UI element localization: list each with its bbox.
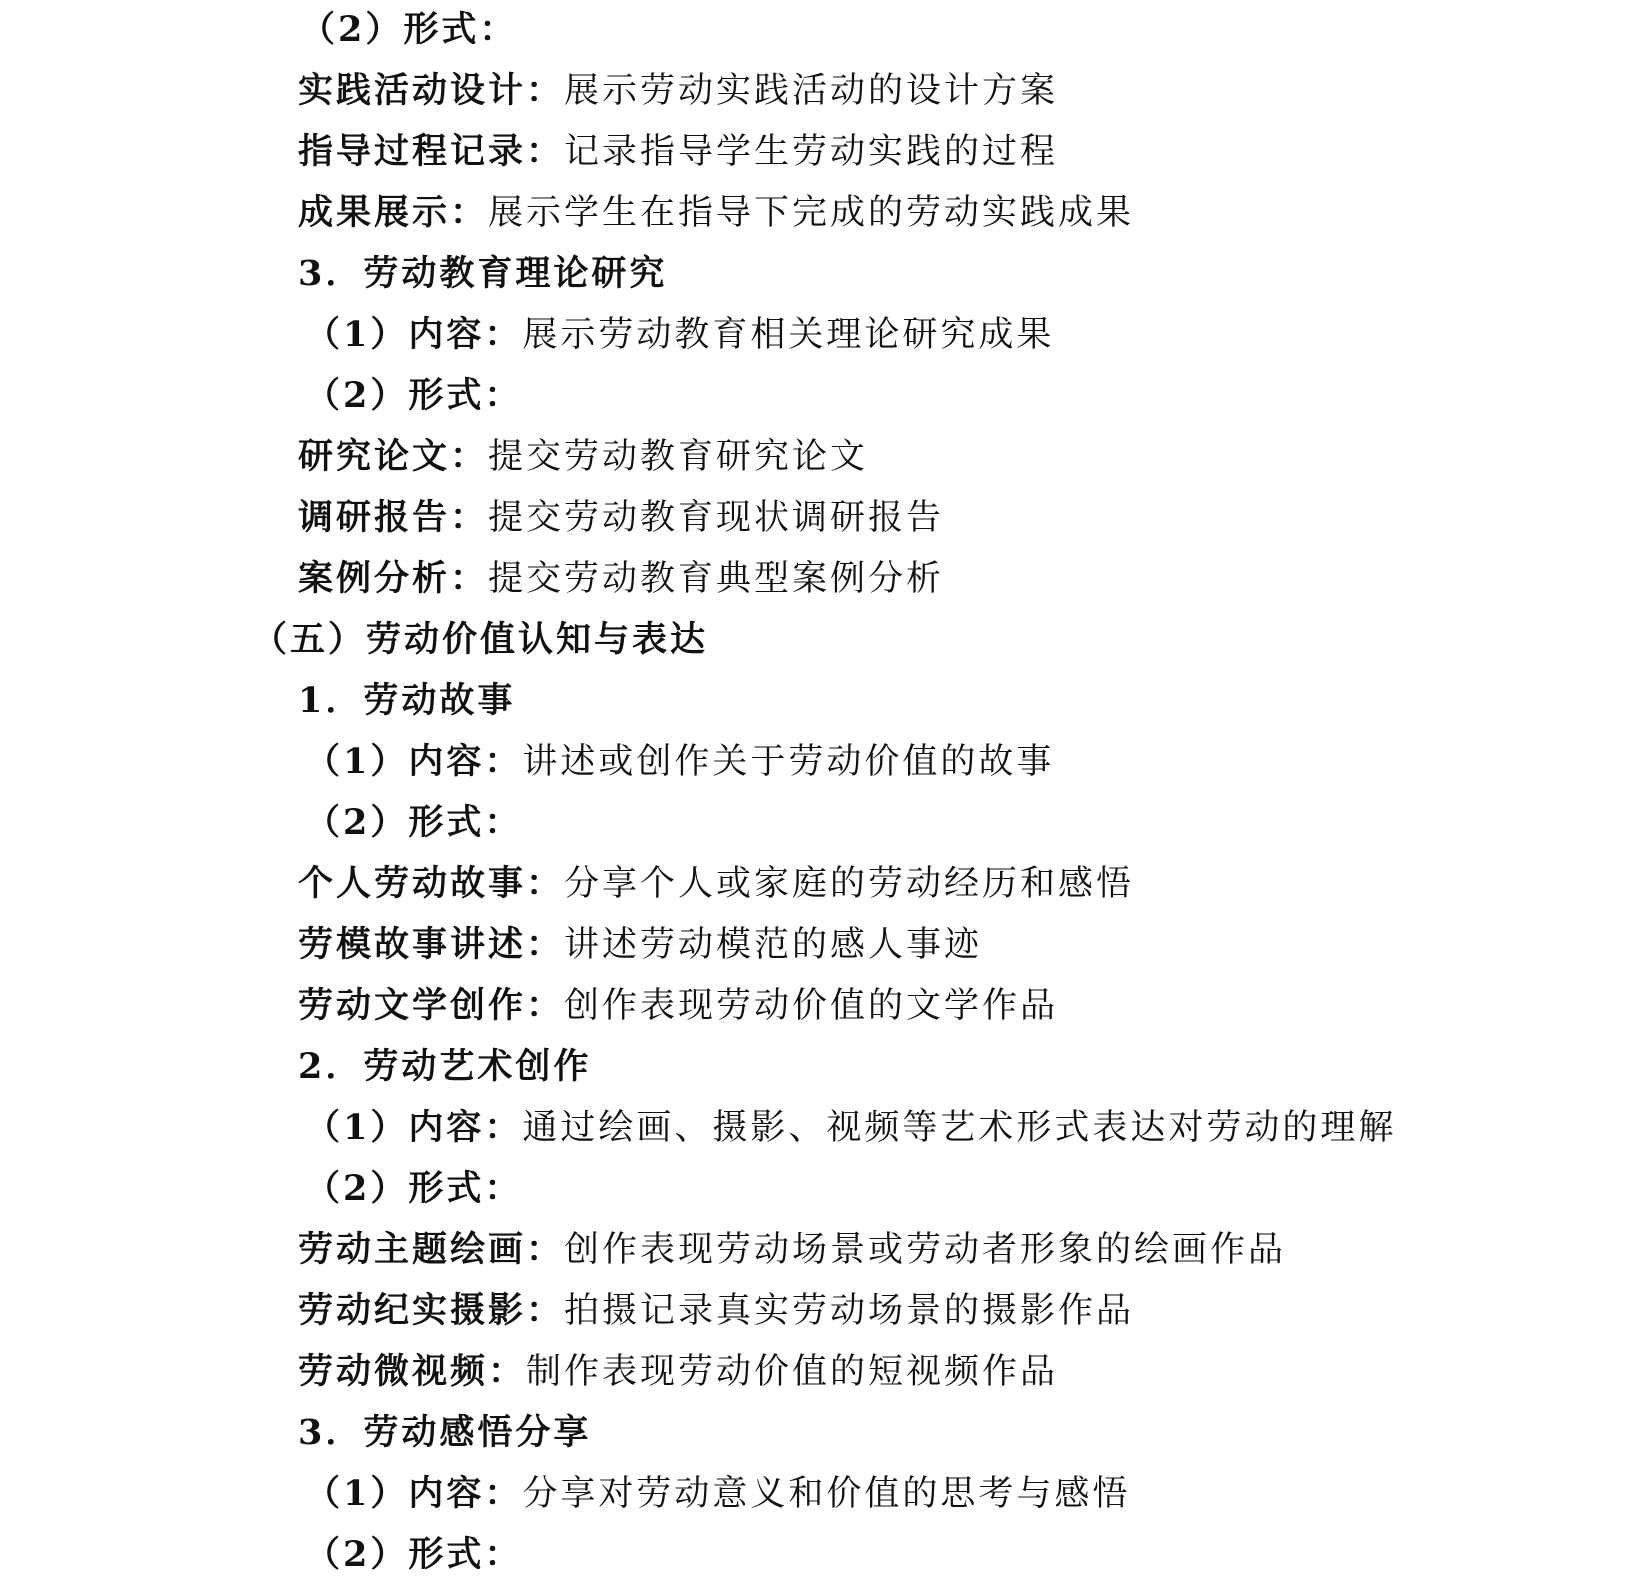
doc-line <box>305 1535 522 1575</box>
doc-line <box>305 1108 1396 1148</box>
line-heading: 劳模故事讲述： <box>298 924 565 965</box>
doc-line <box>298 193 1134 233</box>
line-heading: 劳动纪实摄影： <box>298 1290 565 1331</box>
doc-line <box>305 803 522 843</box>
doc-line <box>305 315 1054 355</box>
line-heading: 3．劳动教育理论研究 <box>298 253 668 294</box>
doc-line <box>305 742 1054 782</box>
doc-line <box>300 10 517 50</box>
doc-line <box>298 559 944 599</box>
line-heading: （1）内容： <box>305 1107 523 1148</box>
line-heading: 研究论文： <box>298 436 489 477</box>
line-heading: 个人劳动故事： <box>298 863 565 904</box>
line-text: 展示劳动实践活动的设计方案 <box>564 71 1059 111</box>
doc-line <box>305 1169 522 1209</box>
line-text: 展示劳动教育相关理论研究成果 <box>522 315 1055 355</box>
doc-line <box>298 498 944 538</box>
doc-line <box>298 1352 1058 1392</box>
line-text: 提交劳动教育现状调研报告 <box>488 498 945 538</box>
line-heading: （2）形式： <box>305 1168 523 1209</box>
line-text: 讲述或创作关于劳动价值的故事 <box>522 742 1055 782</box>
line-heading: 1．劳动故事 <box>298 680 516 721</box>
line-text: 创作表现劳动场景或劳动者形象的绘画作品 <box>564 1230 1287 1270</box>
line-heading: （2）形式： <box>300 9 518 50</box>
line-text: 提交劳动教育典型案例分析 <box>488 559 945 599</box>
doc-line <box>298 1291 1134 1331</box>
line-heading: （1）内容： <box>305 314 523 355</box>
line-heading: 案例分析： <box>298 558 489 599</box>
line-heading: 2．劳动艺术创作 <box>298 1046 592 1087</box>
line-text: 创作表现劳动价值的文学作品 <box>564 986 1059 1026</box>
doc-line <box>298 1047 591 1087</box>
doc-line <box>298 437 868 477</box>
doc-line <box>298 986 1058 1026</box>
line-heading: 3．劳动感悟分享 <box>298 1412 592 1453</box>
doc-line <box>298 1413 591 1453</box>
line-heading: 劳动主题绘画： <box>298 1229 565 1270</box>
line-heading: （2）形式： <box>305 375 523 416</box>
line-heading: （2）形式： <box>305 1534 523 1575</box>
line-heading: 实践活动设计： <box>298 70 565 111</box>
line-text: 记录指导学生劳动实践的过程 <box>564 132 1059 172</box>
line-text: 拍摄记录真实劳动场景的摄影作品 <box>564 1291 1135 1331</box>
line-text: 讲述劳动模范的感人事迹 <box>564 925 983 965</box>
doc-line <box>305 1474 1130 1514</box>
line-heading: （1）内容： <box>305 1473 523 1514</box>
doc-line <box>305 376 522 416</box>
doc-line <box>298 254 667 294</box>
line-heading: 调研报告： <box>298 497 489 538</box>
line-text: 提交劳动教育研究论文 <box>488 437 869 477</box>
doc-line <box>298 864 1134 904</box>
doc-line <box>298 132 1058 172</box>
line-text: 分享对劳动意义和价值的思考与感悟 <box>522 1474 1131 1514</box>
doc-line <box>252 620 708 660</box>
doc-line <box>298 681 515 721</box>
doc-line <box>298 71 1058 111</box>
line-heading: 劳动微视频： <box>298 1351 527 1392</box>
line-text: 通过绘画、摄影、视频等艺术形式表达对劳动的理解 <box>522 1108 1397 1148</box>
doc-line <box>298 925 982 965</box>
line-text: 分享个人或家庭的劳动经历和感悟 <box>564 864 1135 904</box>
doc-line <box>298 1230 1286 1270</box>
line-heading: 劳动文学创作： <box>298 985 565 1026</box>
line-text: 制作表现劳动价值的短视频作品 <box>526 1352 1059 1392</box>
line-heading: 成果展示： <box>298 192 489 233</box>
line-heading: （2）形式： <box>305 802 523 843</box>
line-heading: （五）劳动价值认知与表达 <box>252 619 709 660</box>
line-heading: 指导过程记录： <box>298 131 565 172</box>
line-text: 展示学生在指导下完成的劳动实践成果 <box>488 193 1135 233</box>
line-heading: （1）内容： <box>305 741 523 782</box>
